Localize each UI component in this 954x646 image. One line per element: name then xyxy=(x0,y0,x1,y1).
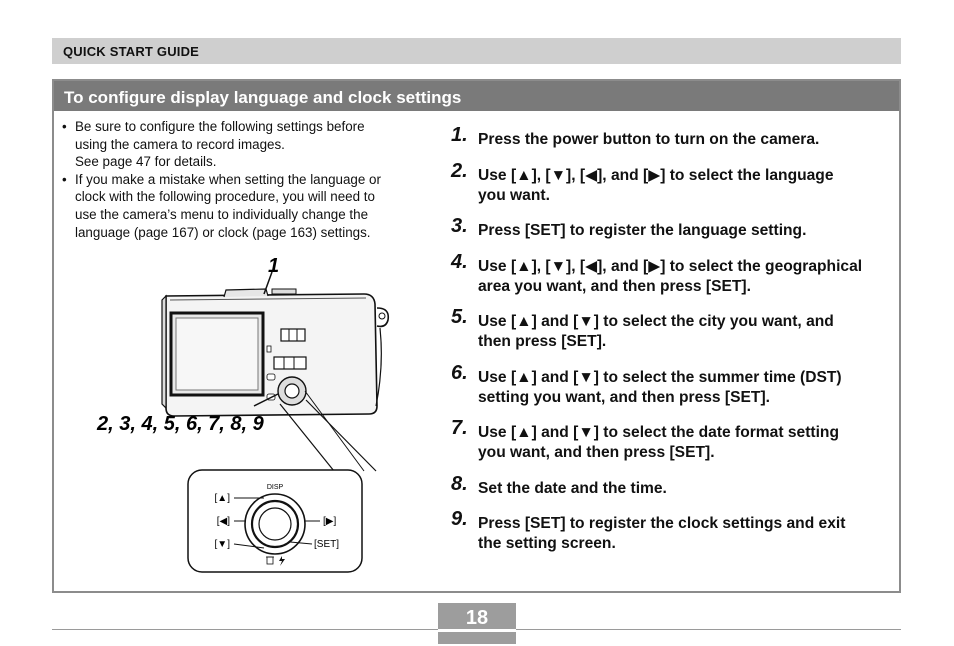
step-item xyxy=(450,472,895,499)
step-item xyxy=(450,159,895,206)
step-line: you want, and then press [SET]. xyxy=(478,444,715,461)
section-title-bar xyxy=(54,81,899,111)
note-line: See page 47 for details. xyxy=(75,154,217,170)
step-number: 3. xyxy=(451,215,468,237)
step-line: setting you want, and then press [SET]. xyxy=(478,388,770,406)
note-item xyxy=(62,171,437,241)
step-line: Press [SET] to register the language setting. xyxy=(478,222,807,239)
step-number: 9. xyxy=(451,508,468,530)
notes-list xyxy=(62,118,437,241)
note-item xyxy=(62,118,437,171)
disp-label: DISP xyxy=(266,484,284,491)
step-item xyxy=(450,306,895,352)
page-number-box xyxy=(438,603,516,644)
bullet: • xyxy=(62,119,67,134)
note-line: language (page 167) or clock (page 163) settings. xyxy=(75,224,371,240)
down-label: [▼] xyxy=(214,539,230,550)
step-item xyxy=(450,250,895,297)
note-line: using the camera to record images. xyxy=(75,136,285,152)
step-line: Use [▲] and [▼] to select the city you want, and xyxy=(478,313,834,330)
step-number: 6. xyxy=(451,361,468,384)
step-line: Press [SET] to register the clock settings and exit xyxy=(478,515,846,532)
bullet: • xyxy=(62,171,67,187)
step-item xyxy=(450,417,895,463)
right-label: [▶] xyxy=(323,516,337,527)
step-item xyxy=(450,508,895,554)
up-label: [▲] xyxy=(214,493,230,504)
note-line: use the camera’s menu to individually change the xyxy=(75,206,369,222)
step-number: 5. xyxy=(451,306,468,328)
step-number: 2. xyxy=(451,159,468,182)
step-line: Set the date and the time. xyxy=(478,479,667,497)
header-bar xyxy=(52,38,901,64)
step-number: 8. xyxy=(451,472,468,495)
step-line: Use [▲] and [▼] to select the date format setting xyxy=(478,424,839,441)
camera-illustration xyxy=(162,289,388,416)
step-number: 7. xyxy=(451,417,468,439)
step-line: Use [▲], [▼], [◀], and [▶] to select the language xyxy=(478,166,834,184)
step-item xyxy=(450,124,895,150)
header-label: QUICK START GUIDE xyxy=(63,44,200,59)
step-number: 1. xyxy=(451,124,468,146)
set-label: [SET] xyxy=(314,539,340,550)
step-line: Press the power button to turn on the camera. xyxy=(478,131,820,148)
step-line: area you want, and then press [SET]. xyxy=(478,277,751,295)
step-line: the setting screen. xyxy=(478,535,616,552)
note-line: If you make a mistake when setting the language or xyxy=(75,171,381,187)
step-line: you want. xyxy=(478,186,550,204)
callout-power-label: 1 xyxy=(268,256,280,277)
section-title: To configure display language and clock settings xyxy=(64,88,462,107)
step-line: Use [▲], [▼], [◀], and [▶] to select the geographical xyxy=(478,257,863,275)
step-line: then press [SET]. xyxy=(478,333,607,350)
steps-list xyxy=(450,124,895,570)
note-line: Be sure to configure the following settings before xyxy=(75,119,365,134)
camera-diagram xyxy=(94,256,414,576)
step-line: Use [▲] and [▼] to select the summer time (DST) xyxy=(478,368,842,386)
step-item xyxy=(450,215,895,241)
left-label: [◀] xyxy=(216,516,230,527)
step-item xyxy=(450,361,895,408)
page-number: 18 xyxy=(465,607,489,629)
note-line: clock with the following procedure, you will need to xyxy=(75,189,375,205)
callout-dial-label: 2, 3, 4, 5, 6, 7, 8, 9 xyxy=(97,413,264,435)
section-panel xyxy=(52,79,901,593)
step-number: 4. xyxy=(451,250,468,273)
